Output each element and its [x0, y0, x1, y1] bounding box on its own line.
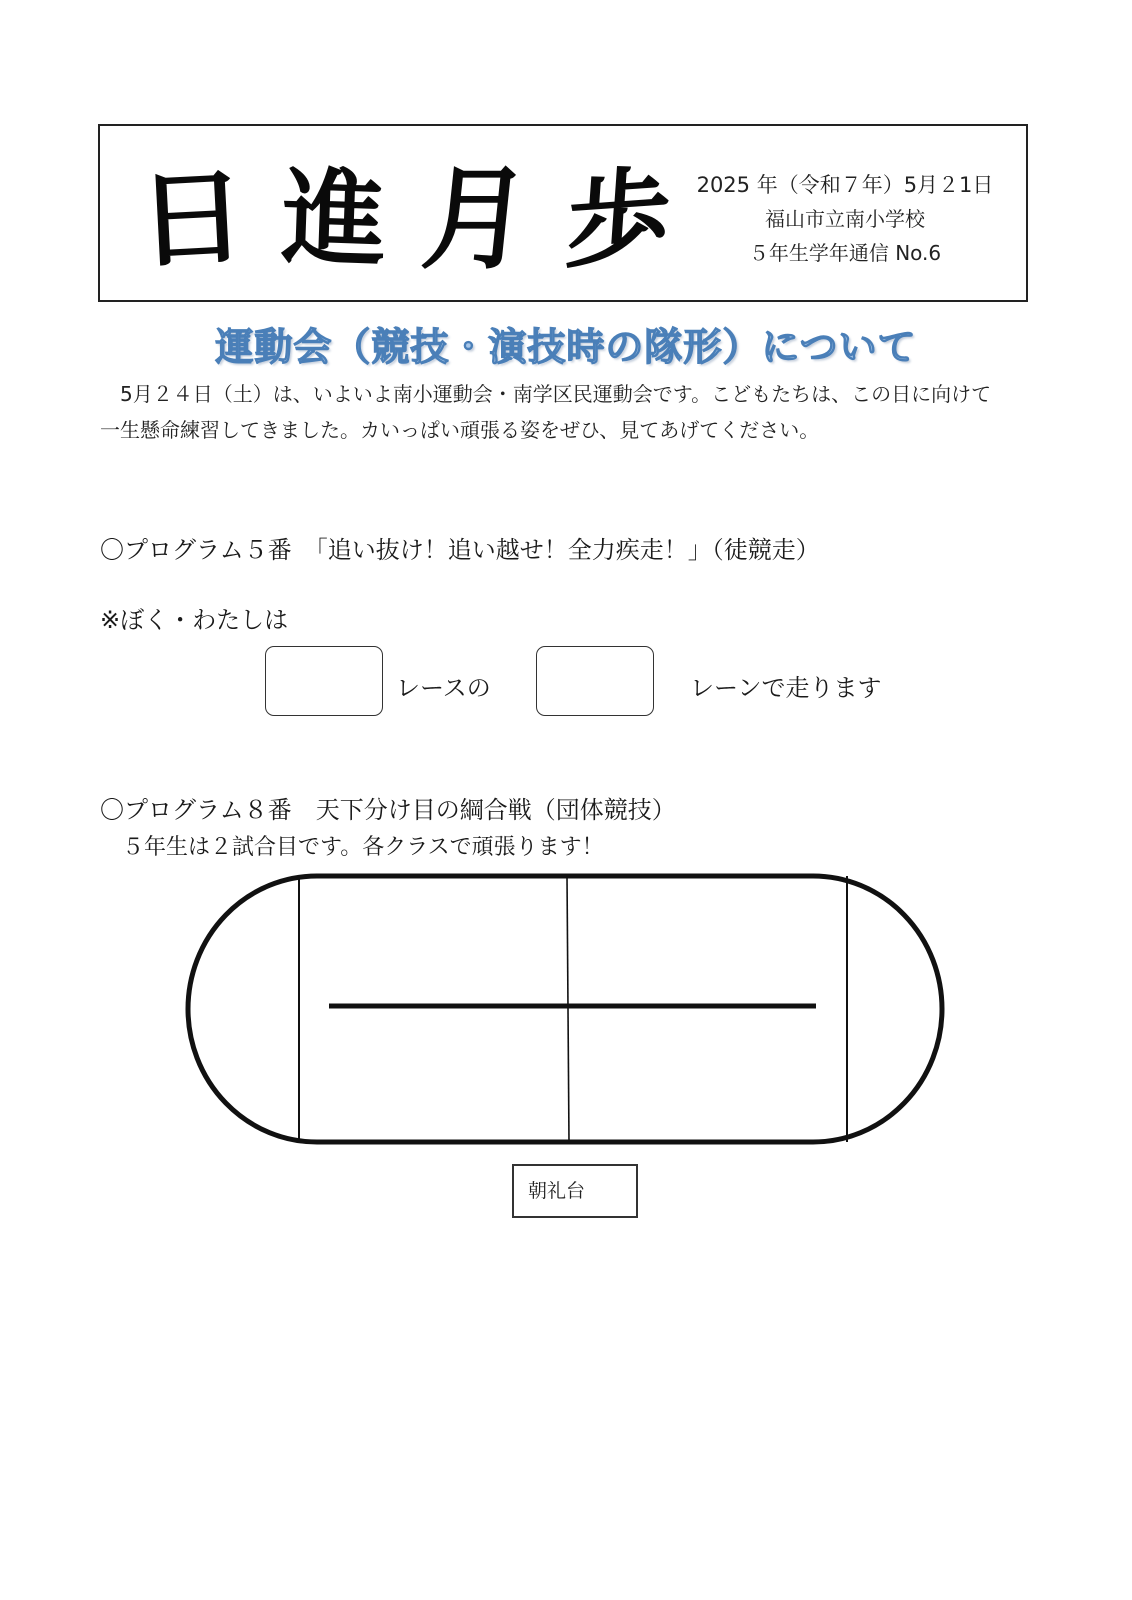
- field-center-line: [567, 876, 569, 1142]
- track-outline: [188, 876, 942, 1142]
- race-suffix-text: レースの: [396, 674, 491, 702]
- intro-paragraph: [100, 376, 1040, 448]
- tug-of-war-field-diagram: [184, 872, 946, 1150]
- school-name: 福山市立南小学校: [765, 207, 925, 231]
- program5-note: ※ぼく・わたしは: [100, 606, 289, 634]
- masthead-char: 歩: [561, 152, 675, 285]
- intro-line: 一生懸命練習してきました。カいっぱい頑張る姿をぜひ、見てあげてください。: [100, 418, 820, 442]
- masthead-char: 月: [417, 152, 536, 285]
- program5-heading: 〇プログラム５番 「追い抜け！追い越せ！全力疾走！」（徒競走）: [100, 536, 820, 564]
- newsletter-header: [98, 124, 1028, 302]
- newsletter-number: ５年生学年通信 No.6: [748, 241, 942, 265]
- podium-box: 朝礼台: [512, 1164, 638, 1218]
- issue-date: 2025 年（令和７年）5月２1日: [696, 173, 994, 197]
- program8-subtext: ５年生は２試合目です。各クラスで頑張ります！: [122, 835, 604, 860]
- masthead-char: 日: [134, 154, 250, 283]
- lane-number-blank[interactable]: [536, 646, 654, 716]
- lane-suffix-text: レーンで走ります: [690, 674, 882, 702]
- intro-line: 5月２４日（土）は、いよいよ南小運動会・南学区民運動会です。こどもたちは、この日に向けて: [120, 382, 992, 406]
- masthead-calligraphy: [134, 152, 675, 285]
- masthead-char: 進: [279, 155, 389, 282]
- page-title: 運動会（競技・演技時の隊形）について: [215, 325, 917, 369]
- race-number-blank[interactable]: [265, 646, 383, 716]
- issue-info: [680, 168, 1010, 270]
- program8-heading: 〇プログラム８番 天下分け目の綱合戦（団体競技）: [100, 796, 676, 824]
